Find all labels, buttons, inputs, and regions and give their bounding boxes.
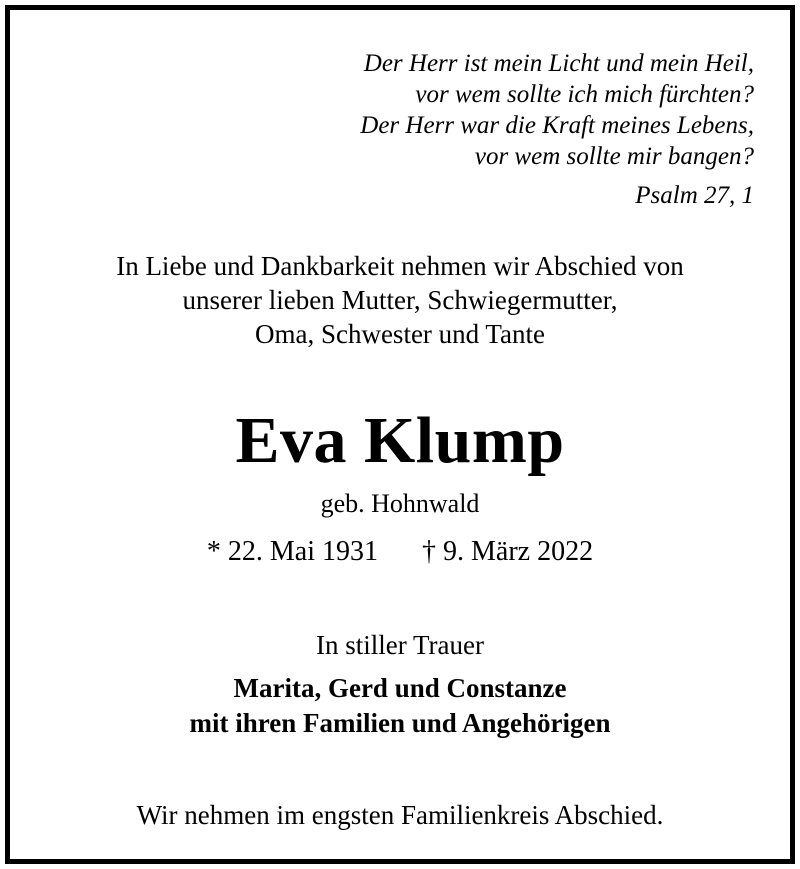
birth-name: geb. Hohnwald (320, 489, 480, 518)
verse-line: vor wem sollte mir bangen? (474, 143, 754, 170)
obituary-notice (5, 5, 795, 864)
birth-date: * 22. Mai 1931 (206, 536, 379, 567)
verse-line: Der Herr war die Kraft meines Lebens, (360, 112, 754, 139)
mourners-line: mit ihren Familien und Angehörigen (189, 708, 611, 738)
farewell-intro (10, 249, 790, 351)
verse-line: vor wem sollte ich mich fürchten? (415, 81, 754, 108)
deceased-name: Eva Klump (235, 404, 565, 477)
verse-line: Der Herr ist mein Licht und mein Heil, (363, 50, 754, 77)
life-dates (10, 534, 790, 570)
psalm-verse (360, 48, 754, 211)
intro-line: In Liebe und Dankbarkeit nehmen wir Abschied von (116, 251, 684, 281)
mourning-intro: In stiller Trauer (316, 630, 484, 660)
intro-line: unserer lieben Mutter, Schwiegermutter, (182, 285, 618, 315)
closing-statement: Wir nehmen im engsten Familienkreis Abschied. (136, 800, 664, 830)
mourners-line: Marita, Gerd und Constanze (233, 673, 567, 703)
death-date: † 9. März 2022 (422, 536, 594, 567)
verse-reference: Psalm 27, 1 (635, 182, 754, 209)
mourners-list (10, 671, 790, 741)
intro-line: Oma, Schwester und Tante (254, 319, 546, 349)
